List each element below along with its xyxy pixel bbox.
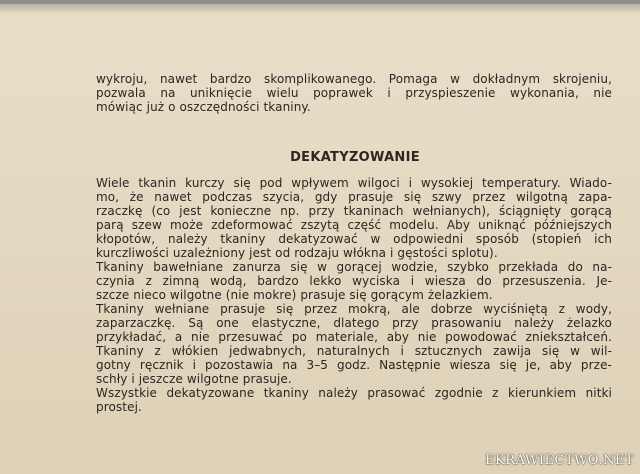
text-line: pozwala na uniknięcie wielu poprawek i przyspieszenie wykonania, nie [96, 86, 612, 100]
text-line: mówiąc już o oszczędności tkaniny. [96, 100, 311, 114]
text-line: kłopotów, należy tkaniny dekatyzować w odpowiedni sposób (stopień ich [96, 232, 612, 246]
text-line: schły i jeszcze wilgotne prasuje. [96, 372, 292, 386]
paragraph-wool-silk [96, 302, 612, 386]
text-line: czynia z zimną wodą, bardzo lekko wyciska i wiesza do przesuszenia. Je- [96, 274, 612, 288]
section-body [96, 176, 612, 414]
text-line: rzaczkę (co jest konieczne np. przy tkaninach wełnianych), ściągnięty gorącą [96, 204, 612, 218]
text-line: wykroju, nawet bardzo skomplikowanego. Pomaga w dokładnym skrojeniu, [96, 72, 612, 86]
text-line: mo, że nawet podczas szycia, gdy prasuje się szwy przez wilgotną zapa- [96, 190, 612, 204]
text-line: Tkaniny z włókien jedwabnych, naturalnych i sztucznych zawija się w wil- [96, 344, 612, 358]
site-watermark: EKRAWIECTWO.NET [485, 453, 634, 468]
text-line: Wszystkie dekatyzowane tkaniny należy prasować zgodnie z kierunkiem nitki [96, 386, 612, 400]
paragraph-ironing-direction [96, 386, 612, 414]
intro-paragraph [96, 72, 612, 114]
text-line: parą szew może zdeformować zszytą część modelu. Aby uniknąć późniejszych [96, 218, 612, 232]
text-line: przykładać, a nie przesuwać po materiale, aby nie powodować zniekształceń. [96, 330, 612, 344]
text-line: gotny ręcznik i pozostawia na 3–5 godz. Następnie wiesza się je, aby prze- [96, 358, 612, 372]
paragraph-cotton [96, 260, 612, 302]
section-heading: DEKATYZOWANIE [290, 150, 420, 165]
text-line: Tkaniny bawełniane zanurza się w gorącej wodzie, szybko przekłada do na- [96, 260, 612, 274]
paragraph-shrinkage [96, 176, 612, 260]
scanner-edge [0, 0, 640, 4]
text-line: kurczliwości uzależniony jest od rodzaju włókna i gęstości splotu). [96, 246, 498, 260]
text-line: Wiele tkanin kurczy się pod wpływem wilgoci i wysokiej temperatury. Wiado- [96, 176, 612, 190]
text-line: Tkaniny wełniane prasuje się przez mokrą, ale dobrze wyciśniętą z wody, [96, 302, 612, 316]
text-line: szcze nieco wilgotne (nie mokre) prasuje się gorącym żelazkiem. [96, 288, 493, 302]
text-line: prostej. [96, 400, 142, 414]
text-line: zaparzaczkę. Są one elastyczne, dlatego przy prasowaniu należy żelazko [96, 316, 612, 330]
